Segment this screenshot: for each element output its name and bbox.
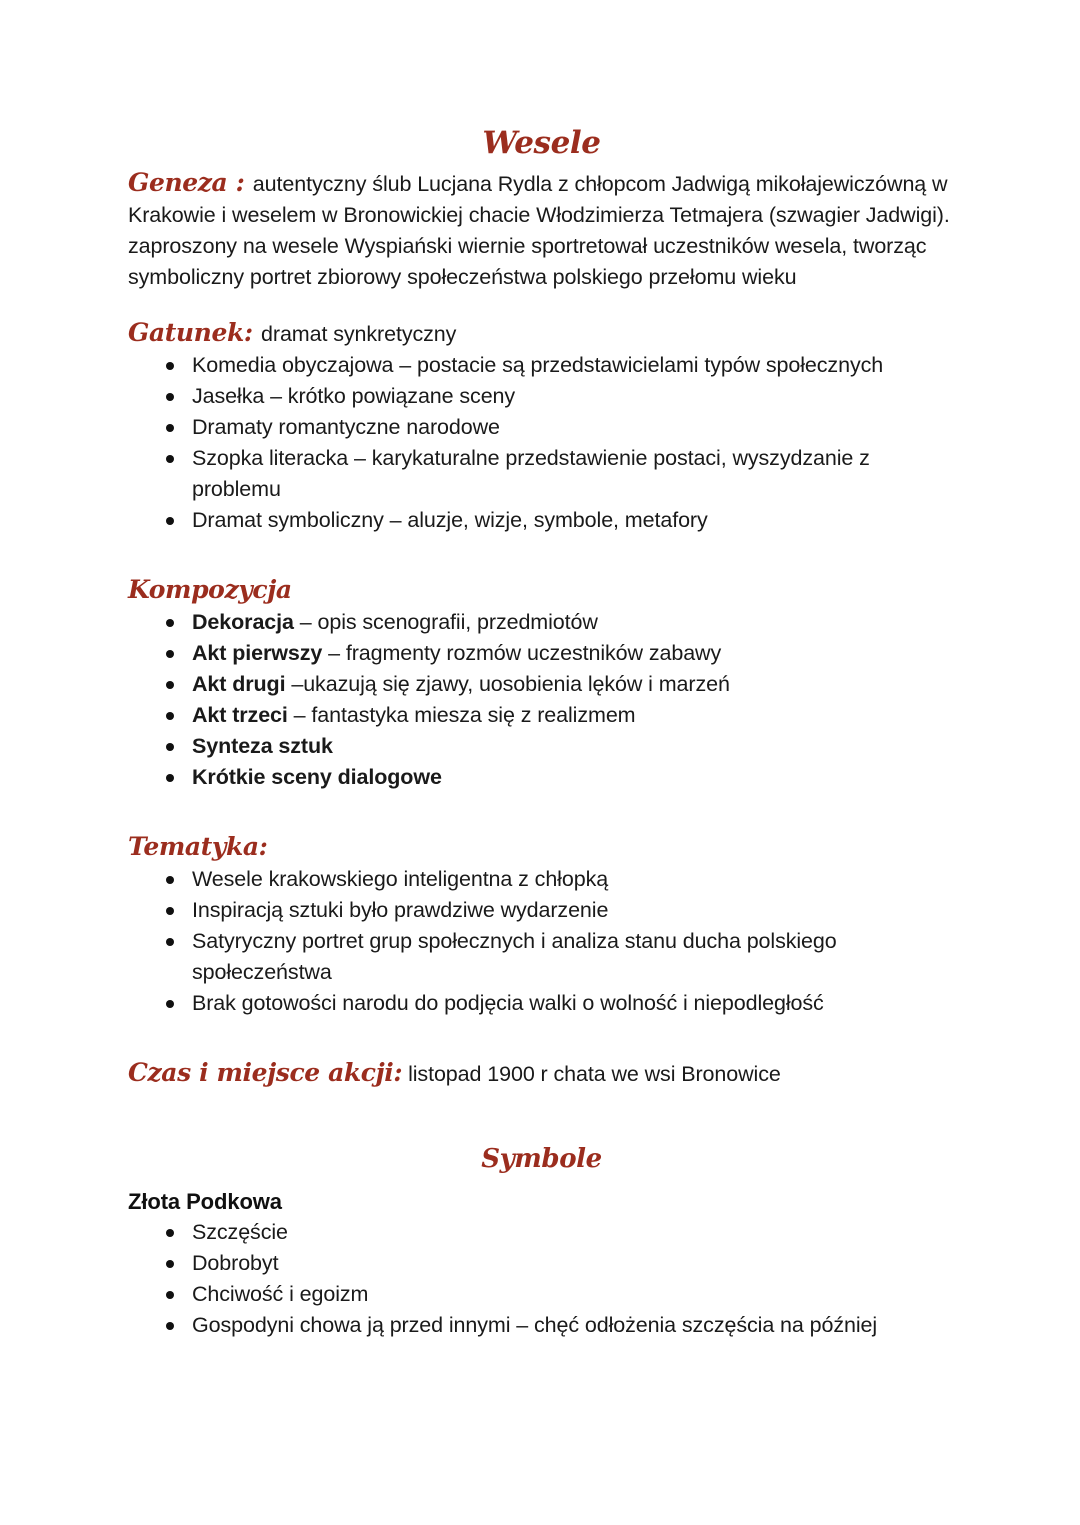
section-kompozycja-intro: [128, 576, 955, 607]
gatunek-list: [128, 350, 955, 536]
list-item: Komedia obyczajowa – postacie są przedstawicielami typów społecznych: [128, 350, 955, 381]
section-body-gatunek: dramat synkretyczny: [261, 322, 457, 346]
list-item-label: Synteza sztuk: [192, 734, 333, 758]
list-item: Jasełka – krótko powiązane sceny: [128, 381, 955, 412]
section-gatunek-intro: [128, 319, 955, 350]
list-item: Dramat symboliczny – aluzje, wizje, symbole, metafory: [128, 505, 955, 536]
spacer: [128, 1019, 955, 1059]
list-item: [128, 700, 955, 731]
section-heading-geneza-separator: :: [227, 168, 253, 197]
list-item-label: Dekoracja: [192, 610, 294, 634]
list-item: [128, 607, 955, 638]
list-item: Inspiracją sztuki było prawdziwe wydarzenie: [128, 895, 955, 926]
section-geneza: [128, 169, 955, 293]
section-body-geneza: autentyczny ślub Lucjana Rydla z chłopcom Jadwigą mikołajewiczówną w Krakowie i weselem w Bronowickiej chacie Włodzimierza Tetmajera (szwagier Jadwigi). zaproszony na wesele Wyspiański wiernie sportretował uczestników wesela, tworząc symboliczny portret zbiorowy społeczeństwa polskiego przełomu wieku: [128, 172, 950, 289]
tematyka-list: [128, 864, 955, 1019]
list-item: Satyryczny portret grup społecznych i analiza stanu ducha polskiego społeczeństwa: [128, 926, 955, 988]
subsection-title-zlota-podkowa: Złota Podkowa: [128, 1189, 282, 1214]
list-item: [128, 731, 955, 762]
spacer: [128, 293, 955, 319]
list-item: Dramaty romantyczne narodowe: [128, 412, 955, 443]
zlota-podkowa-list: [128, 1217, 955, 1341]
section-heading-gatunek: Gatunek: [128, 318, 244, 347]
list-item: [128, 762, 955, 793]
list-item-text: – opis scenografii, przedmiotów: [293, 610, 598, 634]
list-item-text: – fantastyka miesza się z realizmem: [287, 703, 636, 727]
section-heading-kompozycja: Kompozycja: [128, 575, 292, 604]
section-heading-geneza: Geneza: [128, 168, 228, 197]
list-item-label: Akt trzeci: [192, 703, 288, 727]
list-item-text: – fragmenty rozmów uczestników zabawy: [322, 641, 722, 665]
list-item-text: –ukazują się zjawy, uosobienia lęków i marzeń: [285, 672, 730, 696]
spacer: [128, 793, 955, 833]
section-tematyka-intro: [128, 833, 955, 864]
section-heading-gatunek-separator: :: [243, 318, 262, 347]
section-heading-symbole: Symbole: [481, 1144, 602, 1174]
list-item: [128, 669, 955, 700]
list-item: Wesele krakowskiego inteligentna z chłopką: [128, 864, 955, 895]
section-heading-czas-i-miejsce: Czas i miejsce akcji:: [128, 1058, 403, 1087]
list-item: Szopka literacka – karykaturalne przedstawienie postaci, wyszydzanie z problemu: [128, 443, 955, 505]
section-body-czas-i-miejsce: listopad 1900 r chata we wsi Bronowice: [402, 1062, 781, 1086]
spacer: [128, 1090, 955, 1140]
list-item: Szczęście: [128, 1217, 955, 1248]
list-item: [128, 638, 955, 669]
spacer: [128, 536, 955, 576]
list-item-label: Krótkie sceny dialogowe: [192, 765, 442, 789]
section-heading-tematyka: Tematyka:: [128, 832, 268, 861]
list-item: Dobrobyt: [128, 1248, 955, 1279]
list-item-label: Akt pierwszy: [192, 641, 323, 665]
section-czas-i-miejsce: [128, 1059, 955, 1090]
page-title: Wesele: [482, 125, 601, 161]
list-item: Brak gotowości narodu do podjęcia walki o wolność i niepodległość: [128, 988, 955, 1019]
kompozycja-list: [128, 607, 955, 793]
list-item-label: Akt drugi: [192, 672, 286, 696]
list-item: Chciwość i egoizm: [128, 1279, 955, 1310]
list-item: Gospodyni chowa ją przed innymi – chęć odłożenia szczęścia na później: [128, 1310, 955, 1341]
